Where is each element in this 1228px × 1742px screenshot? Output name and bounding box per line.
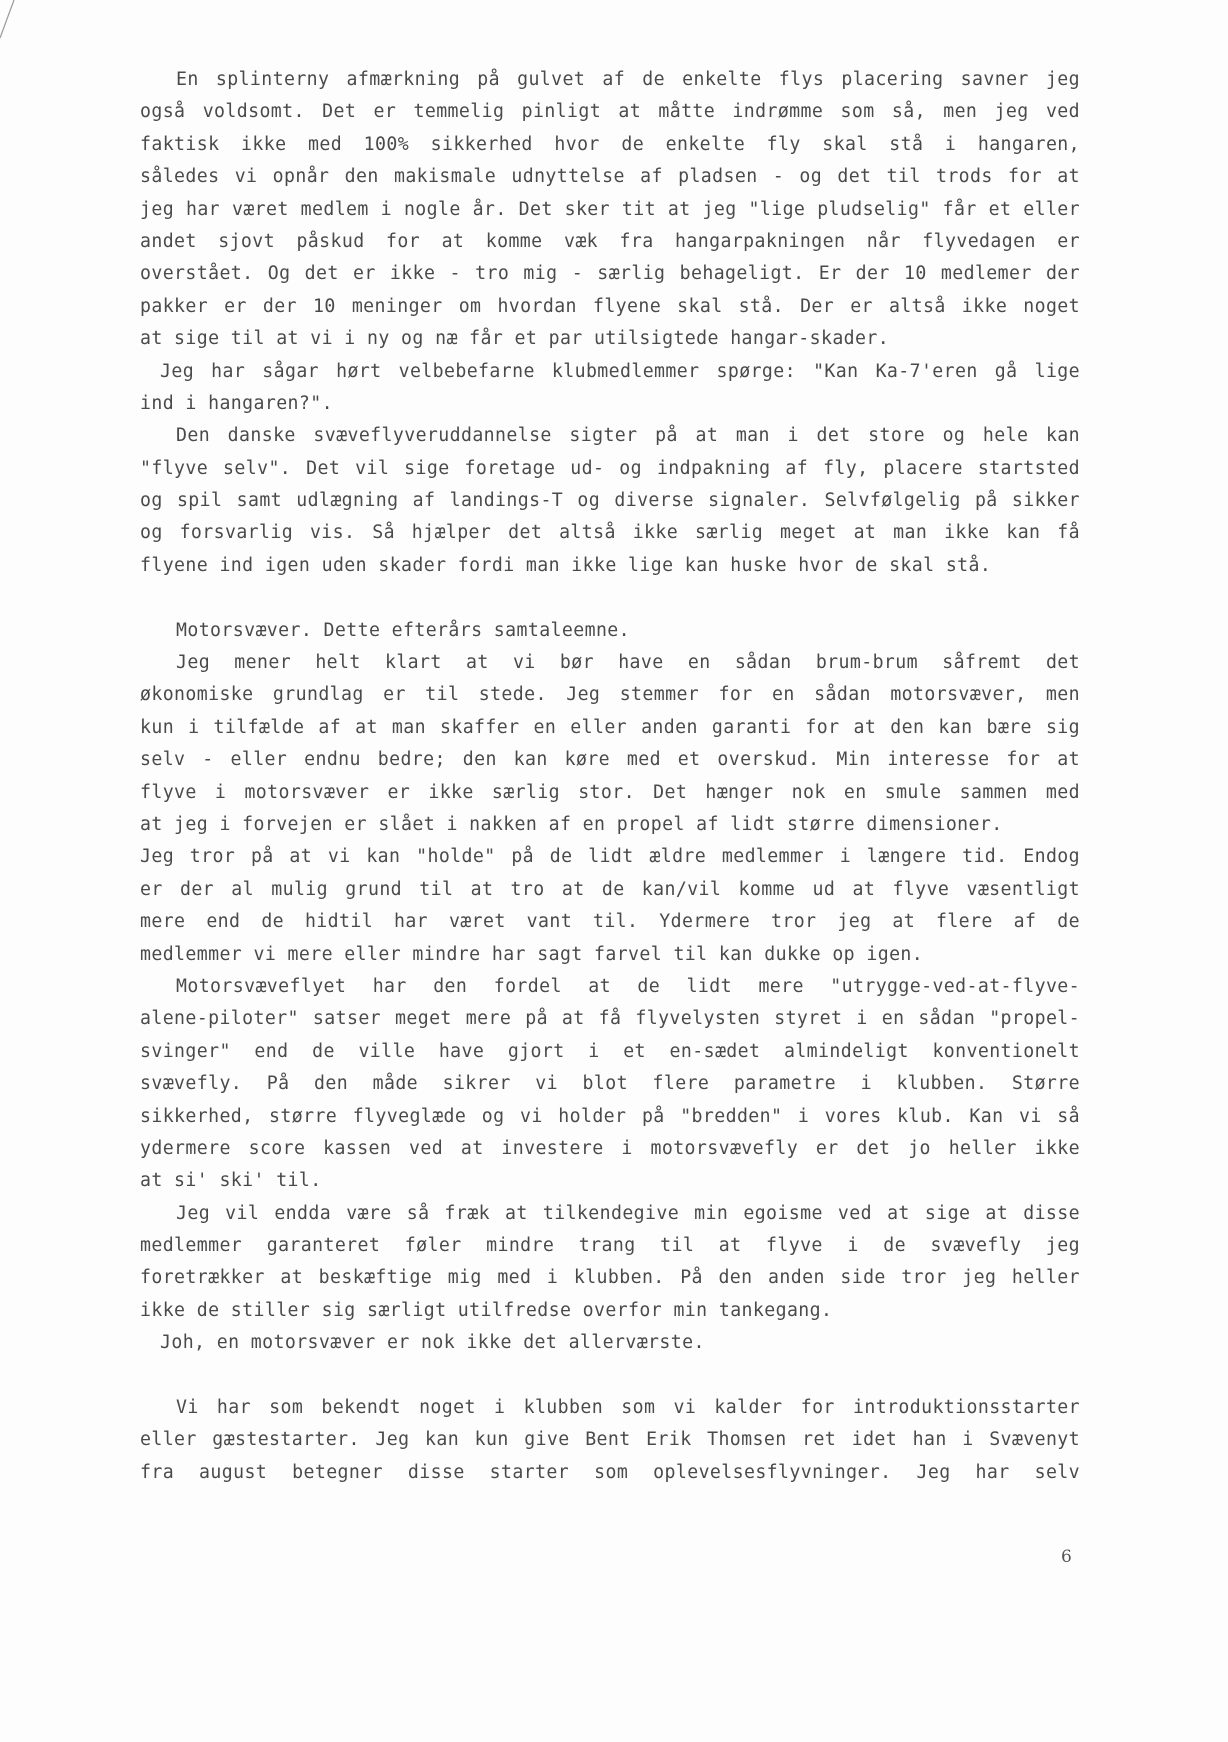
text-line: Vi har som bekendt noget i klubben som vi kalder for introduktionsstarter [176, 1397, 1080, 1419]
text-line: andet sjovt påskud for at komme væk fra hangarpakningen når flyvedagen er [140, 230, 1080, 252]
text-line: ind i hangaren?". [140, 392, 333, 414]
text-line: "flyve selv". Det vil sige foretage ud- og indpakning af fly, placere startsted [140, 457, 1080, 479]
text-line: Motorsvæveflyet har den fordel at de lidt mere "utrygge-ved-at-flyve- [176, 975, 1080, 997]
text-line: pakker er der 10 meninger om hvordan flyene skal stå. Der er altså ikke noget [140, 295, 1080, 317]
text-line: flyve i motorsvæver er ikke særlig stor. Det hænger nok en smule sammen med [140, 781, 1080, 803]
text-line: foretrækker at beskæftige mig med i klubben. På den anden side tror jeg heller [140, 1267, 1080, 1289]
text-line: sikkerhed, større flyveglæde og vi holder på "bredden" i vores klub. Kan vi så [140, 1105, 1080, 1127]
text-line: Joh, en motorsvæver er nok ikke det allerværste. [160, 1332, 705, 1354]
text-line: kun i tilfælde af at man skaffer en eller anden garanti for at den kan bære sig [140, 716, 1080, 738]
text-line: overstået. Og det er ikke - tro mig - særlig behageligt. Er der 10 medlemer der [140, 263, 1080, 285]
text-line: flyene ind igen uden skader fordi man ikke lige kan huske hvor de skal stå. [140, 554, 992, 576]
text-line: jeg har været medlem i nogle år. Det sker tit at jeg "lige pludselig" får et eller [140, 198, 1080, 220]
text-line: at sige til at vi i ny og næ får et par utilsigtede hangar-skader. [140, 328, 890, 350]
text-line: Jeg vil endda være så fræk at tilkendegive min egoisme ved at sige at disse [176, 1202, 1080, 1224]
text-line: Den danske svæveflyveruddannelse sigter på at man i det store og hele kan [176, 425, 1080, 447]
text-line: Jeg har sågar hørt velbebefarne klubmedlemmer spørge: "Kan Ka-7'eren gå lige [160, 360, 1080, 382]
text-line: fra august betegner disse starter som oplevelsesflyvninger. Jeg har selv [140, 1461, 1080, 1483]
text-line: Jeg mener helt klart at vi bør have en sådan brum-brum såfremt det [176, 652, 1080, 674]
text-line: En splinterny afmærkning på gulvet af de enkelte flys placering savner jeg [176, 69, 1080, 90]
paragraph-gap [140, 582, 1080, 614]
text-line: medlemmer garanteret føler mindre trang til at flyve i de svævefly jeg [140, 1235, 1080, 1257]
text-line: eller gæstestarter. Jeg kan kun give Bent Erik Thomsen ret idet han i Svævenyt [140, 1429, 1080, 1451]
text-line: medlemmer vi mere eller mindre har sagt farvel til kan dukke op igen. [140, 943, 924, 965]
text-line: og spil samt udlægning af landings-T og diverse signaler. Selvfølgelig på sikker [140, 490, 1080, 512]
text-line: ydermere score kassen ved at investere i motorsvævefly er det jo heller ikke [140, 1137, 1080, 1159]
text-line: svævefly. På den måde sikrer vi blot flere parametre i klubben. Større [140, 1073, 1080, 1095]
paragraph-gap [140, 1360, 1080, 1392]
section-heading: Motorsvæver. Dette efterårs samtaleemne. [176, 619, 630, 641]
text-line: Jeg tror på at vi kan "holde" på de lidt ældre medlemmer i længere tid. Endog [140, 846, 1080, 868]
text-line: økonomiske grundlag er til stede. Jeg stemmer for en sådan motorsvæver, men [140, 684, 1080, 706]
text-line: at si' ski' til. [140, 1170, 322, 1192]
text-line: og forsvarlig vis. Så hjælper det altså ikke særlig meget at man ikke kan få [140, 522, 1080, 544]
text-line: også voldsomt. Det er temmelig pinligt at måtte indrømme som så, men jeg ved [140, 101, 1080, 123]
text-line: at jeg i forvejen er slået i nakken af en propel af lidt større dimensioner. [140, 813, 1003, 835]
text-line: mere end de hidtil har været vant til. Ydermere tror jeg at flere af de [140, 911, 1080, 933]
text-line: ikke de stiller sig særligt utilfredse overfor min tankegang. [140, 1299, 833, 1321]
page-number: 6 [1061, 1547, 1072, 1567]
text-line: selv - eller endnu bedre; den kan køre med et overskud. Min interesse for at [140, 749, 1080, 771]
text-line: faktisk ikke med 100% sikkerhed hvor de enkelte fly skal stå i hangaren, [140, 133, 1080, 155]
text-line: svinger" end de ville have gjort i et en-sædet almindeligt konventionelt [140, 1040, 1080, 1062]
text-line: alene-piloter" satser meget mere på at få flyvelysten styret i en sådan "propel- [140, 1008, 1080, 1030]
body-text [140, 64, 1080, 1489]
text-line: således vi opnår den makismale udnyttelse af pladsen - og det til trods for at [140, 166, 1080, 188]
scan-corner-mark [0, 0, 40, 40]
text-line: er der al mulig grund til at tro at de kan/vil komme ud at flyve væsentligt [140, 878, 1080, 900]
